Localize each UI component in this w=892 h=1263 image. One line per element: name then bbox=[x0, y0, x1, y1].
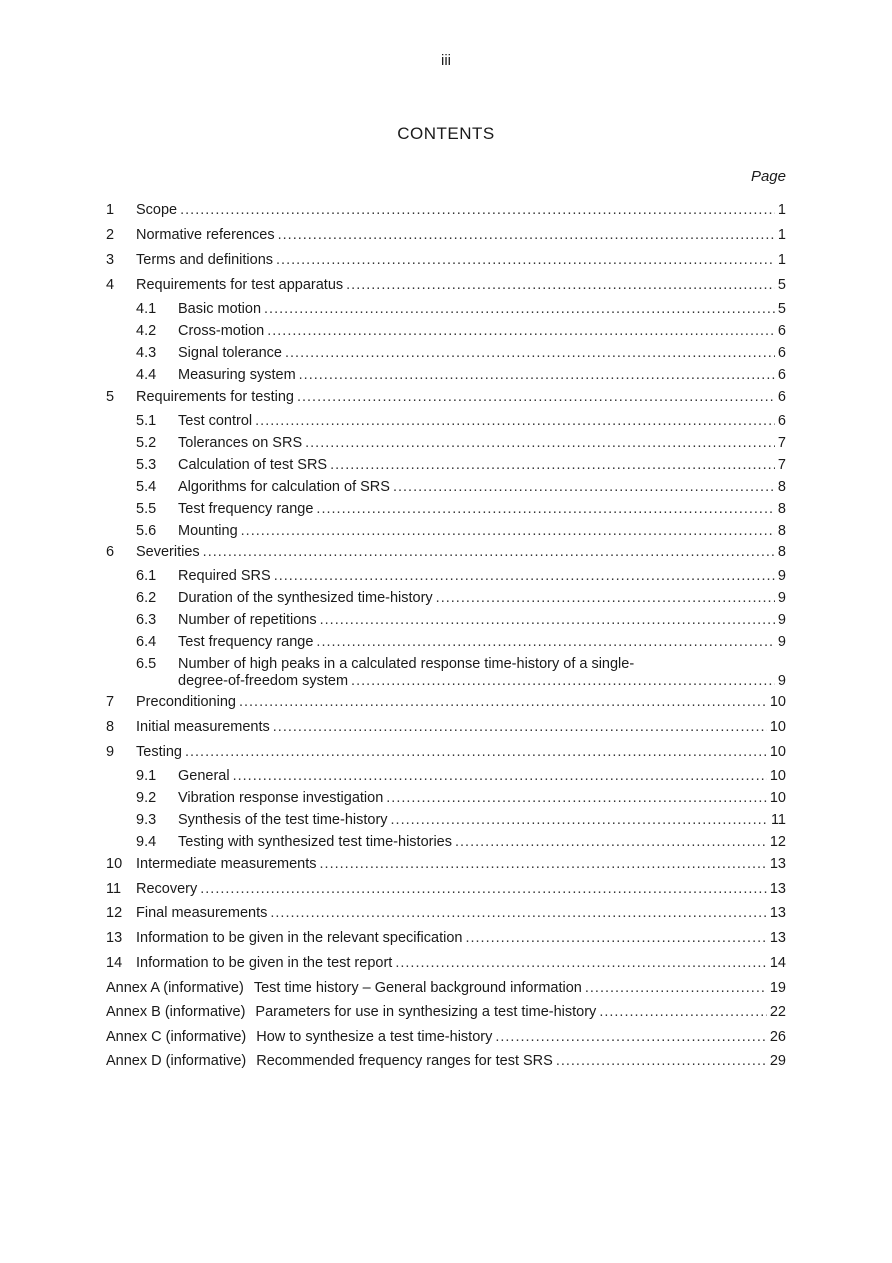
toc-entry-number: 6.2 bbox=[136, 590, 157, 606]
toc-entry-title-line1: Number of high peaks in a calculated response time-history of a single- bbox=[178, 656, 635, 672]
toc-entry-number: 5.1 bbox=[136, 413, 157, 429]
toc-entry[interactable] bbox=[178, 672, 786, 690]
toc-entry[interactable] bbox=[106, 611, 786, 629]
toc-entry[interactable] bbox=[106, 693, 786, 711]
dot-leader bbox=[391, 811, 768, 829]
dot-leader bbox=[276, 251, 775, 269]
dot-leader bbox=[351, 672, 775, 690]
dot-leader bbox=[465, 929, 766, 947]
toc-entry-title: Final measurements bbox=[136, 905, 268, 921]
dot-leader bbox=[278, 226, 775, 244]
toc-entry-title: Initial measurements bbox=[136, 719, 270, 735]
toc-entry-page: 6 bbox=[777, 345, 786, 361]
toc-entry-page: 6 bbox=[777, 367, 786, 383]
toc-entry-title: Synthesis of the test time-history bbox=[178, 812, 388, 828]
toc-entry-number: 6.3 bbox=[136, 612, 157, 628]
dot-leader bbox=[241, 522, 775, 540]
toc-entry-number: 4.3 bbox=[136, 345, 157, 361]
toc-entry-title: Basic motion bbox=[178, 301, 262, 317]
toc-entry-title: Recommended frequency ranges for test SRS bbox=[256, 1053, 553, 1069]
toc-entry-number: 11 bbox=[106, 881, 122, 897]
toc-entry-page: 5 bbox=[777, 277, 786, 293]
toc-entry[interactable] bbox=[106, 251, 786, 269]
toc-entry-title-line2: degree-of-freedom system bbox=[178, 673, 349, 689]
toc-entry-number: Annex C (informative) bbox=[106, 1029, 247, 1045]
toc-entry-number: 5.5 bbox=[136, 501, 157, 517]
toc-entry-title: Duration of the synthesized time-history bbox=[178, 590, 433, 606]
toc-entry-page: 26 bbox=[769, 1029, 786, 1045]
toc-entry-page: 7 bbox=[777, 457, 786, 473]
toc-entry[interactable] bbox=[106, 833, 786, 851]
toc-entry-number: 4 bbox=[106, 277, 115, 293]
dot-leader bbox=[273, 718, 767, 736]
dot-leader bbox=[299, 366, 775, 384]
toc-entry-title: Tolerances on SRS bbox=[178, 435, 303, 451]
toc-entry-page: 8 bbox=[777, 523, 786, 539]
toc-entry-title: Normative references bbox=[136, 227, 275, 243]
toc-entry-number: 6.5 bbox=[136, 656, 157, 672]
toc-entry[interactable] bbox=[106, 522, 786, 540]
dot-leader bbox=[585, 979, 767, 997]
toc-entry-title: Test frequency range bbox=[178, 501, 314, 517]
toc-entry-page: 22 bbox=[769, 1004, 786, 1020]
toc-entry-title: Requirements for testing bbox=[136, 389, 294, 405]
toc-entry[interactable] bbox=[106, 589, 786, 607]
toc-entry-title: Terms and definitions bbox=[136, 252, 274, 268]
toc-entry-page: 10 bbox=[769, 719, 786, 735]
toc-entry-number: 2 bbox=[106, 227, 115, 243]
toc-entry[interactable] bbox=[106, 954, 786, 972]
toc-entry-title: Scope bbox=[136, 202, 178, 218]
dot-leader bbox=[270, 904, 767, 922]
toc-entry[interactable] bbox=[106, 633, 786, 651]
toc-entry-number: 9.4 bbox=[136, 834, 157, 850]
toc-entry-number: 6.1 bbox=[136, 568, 157, 584]
toc-entry-number: 10 bbox=[106, 856, 123, 872]
dot-leader bbox=[264, 300, 775, 318]
toc-entry[interactable] bbox=[106, 979, 786, 997]
toc-entry-title bbox=[136, 655, 634, 673]
toc-entry-page: 9 bbox=[777, 634, 786, 650]
toc-entry-title: Test frequency range bbox=[178, 634, 314, 650]
toc-entry-page: 13 bbox=[769, 856, 786, 872]
dot-leader bbox=[386, 789, 767, 807]
toc-entry-page: 1 bbox=[777, 227, 786, 243]
dot-leader bbox=[180, 201, 775, 219]
toc-entry-title: Recovery bbox=[136, 881, 198, 897]
toc-entry-title: Testing with synthesized test time-histories bbox=[178, 834, 452, 850]
toc-entry-page: 14 bbox=[769, 955, 786, 971]
toc-entry[interactable] bbox=[106, 1052, 786, 1070]
toc-entry-number: Annex D (informative) bbox=[106, 1053, 247, 1069]
toc-entry-number: 9 bbox=[106, 744, 115, 760]
toc-entry[interactable] bbox=[106, 388, 786, 406]
toc-entry-title: Algorithms for calculation of SRS bbox=[178, 479, 390, 495]
dot-leader bbox=[239, 693, 767, 711]
toc-entry-title: Requirements for test apparatus bbox=[136, 277, 344, 293]
page-column-label: Page bbox=[750, 168, 786, 185]
toc-entry-number: 3 bbox=[106, 252, 115, 268]
dot-leader bbox=[395, 954, 767, 972]
toc-entry[interactable] bbox=[106, 456, 786, 474]
toc-entry-title: Required SRS bbox=[178, 568, 271, 584]
toc-entry[interactable] bbox=[106, 434, 786, 452]
dot-leader bbox=[436, 589, 775, 607]
dot-leader bbox=[297, 388, 775, 406]
contents-heading: CONTENTS bbox=[397, 124, 495, 143]
dot-leader bbox=[320, 611, 775, 629]
toc-entry[interactable] bbox=[106, 300, 786, 318]
toc-entry-title: Calculation of test SRS bbox=[178, 457, 328, 473]
toc-entry-number: 4.4 bbox=[136, 367, 157, 383]
dot-leader bbox=[330, 456, 775, 474]
dot-leader bbox=[305, 434, 775, 452]
toc-entry-number: 6.4 bbox=[136, 634, 157, 650]
toc-entry-title: Intermediate measurements bbox=[136, 856, 317, 872]
toc-entry-page: 13 bbox=[769, 930, 786, 946]
dot-leader bbox=[455, 833, 767, 851]
dot-leader bbox=[255, 412, 775, 430]
toc-entry-title: Mounting bbox=[178, 523, 238, 539]
toc-entry-title: Information to be given in the test report bbox=[136, 955, 393, 971]
toc-entry-title: Cross-motion bbox=[178, 323, 265, 339]
toc-entry-number: 14 bbox=[106, 955, 123, 971]
toc-entry-page: 5 bbox=[777, 301, 786, 317]
toc-entry-page: 12 bbox=[769, 834, 786, 850]
toc-entry-number: 8 bbox=[106, 719, 115, 735]
toc-entry-number: Annex B (informative) bbox=[106, 1004, 246, 1020]
toc-entry-title: Testing bbox=[136, 744, 182, 760]
toc-entry[interactable] bbox=[106, 276, 786, 294]
toc-entry-title: General bbox=[178, 768, 230, 784]
toc-entry-page: 19 bbox=[769, 980, 786, 996]
toc-entry-number: 6 bbox=[106, 544, 115, 560]
toc-entry-number: 13 bbox=[106, 930, 123, 946]
toc-entry-number: Annex A (informative) bbox=[106, 980, 244, 996]
toc-entry[interactable] bbox=[106, 366, 786, 384]
dot-leader bbox=[233, 767, 767, 785]
dot-leader bbox=[556, 1052, 767, 1070]
toc-entry-number: 4.1 bbox=[136, 301, 157, 317]
toc-entry-page: 8 bbox=[777, 501, 786, 517]
dot-leader bbox=[316, 500, 775, 518]
toc-entry-number: 9.2 bbox=[136, 790, 157, 806]
toc-entry[interactable] bbox=[106, 543, 786, 561]
toc-entry-title: Severities bbox=[136, 544, 200, 560]
dot-leader bbox=[274, 567, 775, 585]
toc-entry[interactable] bbox=[106, 855, 786, 873]
toc-entry[interactable] bbox=[106, 904, 786, 922]
toc-entry-title: Signal tolerance bbox=[178, 345, 282, 361]
dot-leader bbox=[267, 322, 775, 340]
toc-entry-number: 5 bbox=[106, 389, 115, 405]
toc-entry[interactable] bbox=[106, 743, 786, 761]
toc-entry[interactable] bbox=[106, 412, 786, 430]
toc-entry-page: 10 bbox=[769, 694, 786, 710]
toc-entry[interactable] bbox=[106, 1028, 786, 1046]
toc-entry-title: Number of repetitions bbox=[178, 612, 317, 628]
toc-entry-page: 13 bbox=[769, 881, 786, 897]
dot-leader bbox=[346, 276, 775, 294]
toc-entry-page: 11 bbox=[770, 812, 786, 828]
toc-entry-number: 1 bbox=[106, 202, 115, 218]
dot-leader bbox=[495, 1028, 767, 1046]
toc-entry[interactable] bbox=[106, 567, 786, 585]
toc-entry-page: 10 bbox=[769, 768, 786, 784]
toc-entry-page: 9 bbox=[777, 590, 786, 606]
dot-leader bbox=[320, 855, 767, 873]
toc-entry-number: 4.2 bbox=[136, 323, 157, 339]
toc-entry-title: Measuring system bbox=[178, 367, 296, 383]
toc-entry-number: 9.1 bbox=[136, 768, 157, 784]
toc-entry-page: 10 bbox=[769, 744, 786, 760]
toc-entry[interactable] bbox=[106, 789, 786, 807]
toc-entry[interactable] bbox=[106, 500, 786, 518]
toc-entry[interactable] bbox=[106, 201, 786, 219]
toc-entry-number: 5.4 bbox=[136, 479, 157, 495]
toc-entry[interactable] bbox=[106, 718, 786, 736]
dot-leader bbox=[285, 344, 775, 362]
toc-entry-title: Preconditioning bbox=[136, 694, 236, 710]
toc-entry-number: 7 bbox=[106, 694, 115, 710]
toc-entry-page: 29 bbox=[769, 1053, 786, 1069]
toc-entry-page: 8 bbox=[777, 544, 786, 560]
toc-entry-page: 6 bbox=[777, 323, 786, 339]
dot-leader bbox=[393, 478, 775, 496]
dot-leader bbox=[200, 880, 767, 898]
toc-entry-page: 9 bbox=[777, 673, 786, 689]
toc-entry-page: 7 bbox=[777, 435, 786, 451]
toc-entry-title: Test time history – General background information bbox=[253, 980, 582, 996]
toc-entry-page: 9 bbox=[777, 568, 786, 584]
dot-leader bbox=[599, 1003, 767, 1021]
toc-entry-title: Parameters for use in synthesizing a test time-history bbox=[255, 1004, 597, 1020]
dot-leader bbox=[203, 543, 775, 561]
dot-leader bbox=[316, 633, 775, 651]
page-number: iii bbox=[441, 52, 451, 69]
toc-entry-title: Information to be given in the relevant specification bbox=[136, 930, 463, 946]
dot-leader bbox=[185, 743, 767, 761]
toc-entry-page: 6 bbox=[777, 389, 786, 405]
toc-entry-title: Vibration response investigation bbox=[178, 790, 384, 806]
toc-entry-page: 1 bbox=[777, 252, 786, 268]
toc-entry-number: 12 bbox=[106, 905, 123, 921]
toc-entry-title: Test control bbox=[178, 413, 253, 429]
toc-entry-page: 8 bbox=[777, 479, 786, 495]
toc-entry[interactable] bbox=[106, 344, 786, 362]
toc-entry[interactable] bbox=[106, 478, 786, 496]
toc-entry[interactable] bbox=[106, 226, 786, 244]
toc-entry-number: 5.3 bbox=[136, 457, 157, 473]
toc-entry-number: 5.2 bbox=[136, 435, 157, 451]
toc-entry-page: 9 bbox=[777, 612, 786, 628]
toc-entry-page: 10 bbox=[769, 790, 786, 806]
toc-entry-number: 5.6 bbox=[136, 523, 157, 539]
toc-entry[interactable] bbox=[106, 929, 786, 947]
toc-entry-title: How to synthesize a test time-history bbox=[256, 1029, 493, 1045]
toc-entry-page: 6 bbox=[777, 413, 786, 429]
toc-entry-page: 1 bbox=[777, 202, 786, 218]
toc-entry[interactable] bbox=[106, 1003, 786, 1021]
toc-entry[interactable] bbox=[106, 767, 786, 785]
toc-entry-page: 13 bbox=[769, 905, 786, 921]
toc-entry[interactable] bbox=[106, 880, 786, 898]
toc-entry-number: 9.3 bbox=[136, 812, 157, 828]
toc-entry[interactable] bbox=[106, 322, 786, 340]
toc-entry[interactable] bbox=[106, 811, 786, 829]
